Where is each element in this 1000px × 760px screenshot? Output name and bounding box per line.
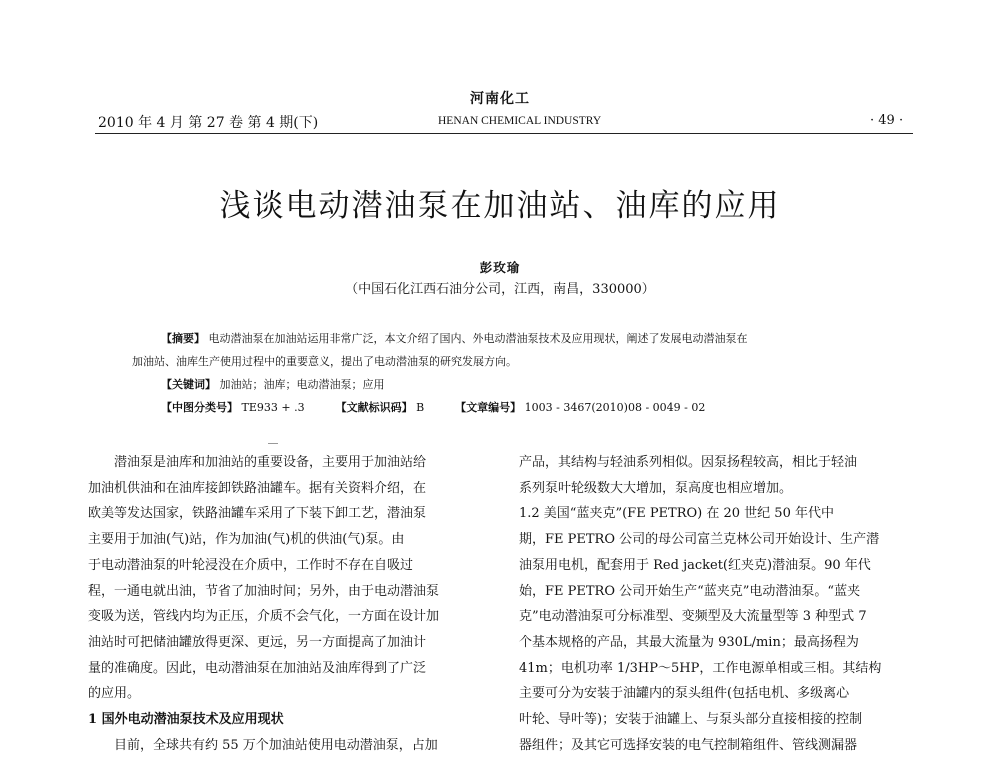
body-line: 加油机供油和在油库接卸铁路油罐车。据有关资料介绍，在 [88,480,427,496]
section-heading: 1 国外电动潜油泵技术及应用现状 [88,712,284,728]
abstract-text-1: 电动潜油泵在加油站运用非常广泛，本文介绍了国内、外电动潜油泵技术及应用现状，阐述了发展电动潜油泵在 [208,332,748,345]
body-line: 主要可分为安装于油罐内的泵头组件(包括电机、多级离心 [519,686,850,702]
abstract-line-1 [161,330,748,346]
clc-label: 【中图分类号】 [161,401,238,414]
abstract-line-2 [132,353,517,369]
journal-name: 河南化工 [470,91,530,107]
body-line: 系列泵叶轮级数大大增加，泵高度也相应增加。 [519,480,793,496]
clc-value: TE933 + .3 [241,401,305,414]
keywords-label: 【关键词】 [161,378,216,391]
left-column [88,450,488,758]
body-line: 克”电动潜油泵可分标准型、变频型及大流量型等 3 种型式 7 [519,609,867,625]
body-line: 变吸为送，管线内均为正压，介质不会气化，一方面在设计加 [88,609,440,625]
body-line: 41m；电机功率 1/3HP～5HP，工作电源单相或三相。其结构 [519,660,882,676]
abstract-label: 【摘要】 [161,332,205,345]
article-number-value: 1003 - 3467(2010)08 - 0049 - 02 [524,401,706,414]
body-line: 油泵用电机，配套用于 Red jacket(红夹克)潜油泵。90 年代 [519,557,871,573]
body-line: 产品，其结构与轻油系列相似。因泵扬程较高，相比于轻油 [519,455,858,470]
body-line: 量的准确度。因此，电动潜油泵在加油站及油库得到了广泛 [88,660,427,676]
affiliation: （中国石化江西石油分公司，江西，南昌，330000） [345,282,655,297]
page-number: · 49 · [870,113,904,128]
body-line: 潜油泵是油库和加油站的重要设备，主要用于加油站给 [114,455,427,470]
body-line: 欧美等发达国家，铁路油罐车采用了下装下卸工艺，潜油泵 [88,506,427,522]
header-rule [95,133,913,134]
doc-code-value: B [416,401,425,414]
body-line: 目前，全球共有约 55 万个加油站使用电动潜油泵，占加 [114,737,438,753]
right-column [519,450,919,758]
keywords-text: 加油站；油库；电动潜油泵；应用 [219,378,385,391]
issue-info: 2010 年 4 月 第 27 卷 第 4 期(下) [98,115,319,131]
subsection-line: 1.2 美国“蓝夹克”(FE PETRO) 在 20 世纪 50 年代中 [519,506,834,522]
body-line: 始，FE PETRO 公司开始生产“蓝夹克”电动潜油泵。“蓝夹 [519,583,861,599]
keywords-line [161,376,385,392]
body-line: 程，一通电就出油，节省了加油时间；另外，由于电动潜油泵 [88,583,440,599]
classification-line [161,399,705,415]
body-line: 于电动潜油泵的叶轮浸没在介质中，工作时不存在自吸过 [88,557,414,573]
doc-code-label: 【文献标识码】 [335,401,413,414]
body-line: 主要用于加油(气)站，作为加油(气)机的供油(气)泵。由 [88,532,405,548]
body-line: 器组件；及其它可选择安装的电气控制箱组件、管线测漏器 [519,737,858,753]
separator-mark [268,443,278,444]
body-line: 的应用。 [88,686,141,702]
article-title: 浅谈电动潜油泵在加油站、油库的应用 [219,188,781,224]
body-line: 叶轮、导叶等)；安装于油罐上、与泵头部分直接相接的控制 [519,712,863,728]
body-line: 个基本规格的产品，其最大流量为 930L/min；最高扬程为 [519,634,859,650]
author: 彭玫瑜 [479,260,521,275]
body-line: 期，FE PETRO 公司的母公司富兰克林公司开始设计、生产潜 [519,532,880,548]
body-line: 油站时可把储油罐放得更深、更远，另一方面提高了加油计 [88,634,427,650]
journal-english-name: HENAN CHEMICAL INDUSTRY [438,115,602,127]
abstract-text-2: 加油站、油库生产使用过程中的重要意义，提出了电动潜油泵的研究发展方向。 [132,355,517,368]
article-number-label: 【文章编号】 [455,401,522,414]
